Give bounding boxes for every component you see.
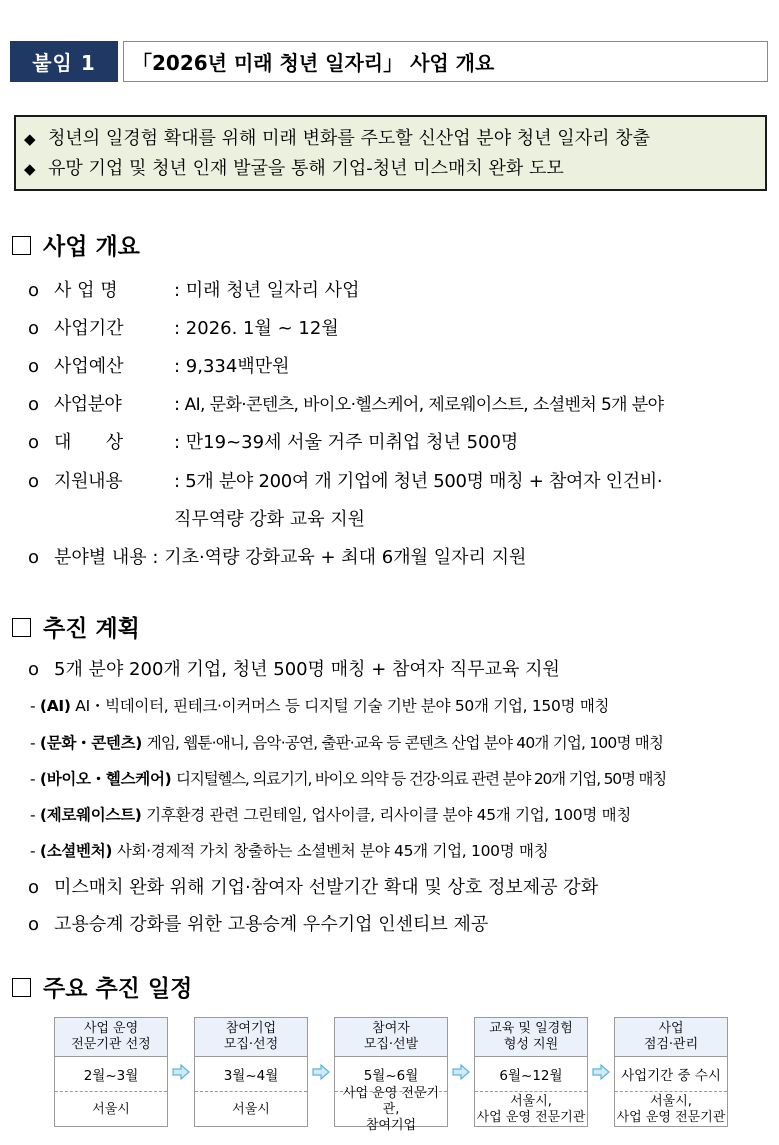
summary-line: ◆ 유망 기업 및 청년 인재 발굴을 통해 기업-청년 미스매치 완화 도모 [24, 154, 765, 184]
schedule-step: 사업 점검·관리 사업기간 중 수시 서울시, 사업 운영 전문기관 [614, 1017, 728, 1127]
plan-subitem: - (소셜벤처) 사회·경제적 가치 창출하는 소셜벤처 분야 45개 기업, 100명 매칭 [30, 842, 549, 860]
summary-box [14, 115, 767, 191]
summary-line: ◆ 청년의 일경험 확대를 위해 미래 변화를 주도할 신산업 분야 청년 일자리 창출 [24, 124, 765, 154]
document-header [10, 41, 770, 82]
overview-row: o 지원내용 : 5개 분야 200여 개 기업에 청년 500명 매칭 + 참여자 인건비· [28, 471, 663, 492]
overview-row: o 사 업 명 : 미래 청년 일자리 사업 [28, 280, 360, 301]
schedule-step: 참여자 모집·선발 5월~6월 사업 운영 전문기관, 참여기업 [334, 1017, 448, 1127]
plan-item: o 고용승계 강화를 위한 고용승계 우수기업 인센티브 제공 [28, 914, 489, 935]
plan-item: o 5개 분야 200개 기업, 청년 500명 매칭 + 참여자 직무교육 지원 [28, 659, 560, 680]
right-arrow-icon [172, 1064, 190, 1080]
square-box-icon [12, 978, 31, 997]
section-heading: 추진 계획 [12, 610, 140, 643]
plan-subitem: - (제로웨이스트) 기후환경 관련 그린테일, 업사이클, 리사이클 분야 45개 기업, 100명 매칭 [30, 806, 632, 824]
schedule-step: 사업 운영 전문기관 선정 2월~3월 서울시 [54, 1017, 168, 1127]
page-title: 「2026년 미래 청년 일자리」 사업 개요 [123, 41, 768, 82]
overview-row-continuation: 직무역량 강화 교육 지원 [174, 509, 366, 530]
right-arrow-icon [452, 1064, 470, 1080]
square-box-icon [12, 618, 31, 637]
plan-item: o 미스매치 완화 위해 기업·참여자 선발기간 확대 및 상호 정보제공 강화 [28, 877, 599, 898]
overview-row: o 사업기간 : 2026. 1월 ~ 12월 [28, 318, 339, 339]
diamond-icon: ◆ [24, 160, 36, 178]
overview-row: o 사업분야 : AI, 문화·콘텐츠, 바이오·헬스케어, 제로웨이스트, 소셜벤처 5개 분야 [28, 394, 664, 415]
schedule-flow [54, 1017, 734, 1133]
schedule-step: 교육 및 일경험 형성 지원 6월~12월 서울시, 사업 운영 전문기관 [474, 1017, 588, 1127]
overview-row: o 분야별 내용 : 기초·역량 강화교육 + 최대 6개월 일자리 지원 [28, 547, 527, 568]
diamond-icon: ◆ [24, 130, 36, 148]
attachment-badge: 붙임 1 [10, 41, 118, 82]
section-heading: 주요 추진 일정 [12, 970, 192, 1003]
right-arrow-icon [312, 1064, 330, 1080]
overview-row: o 대 상 : 만19~39세 서울 거주 미취업 청년 500명 [28, 432, 519, 453]
schedule-step: 참여기업 모집·선정 3월~4월 서울시 [194, 1017, 308, 1127]
section-heading: 사업 개요 [12, 228, 140, 261]
plan-subitem: - (문화・콘텐츠) 게임, 웹툰·애니, 음악·공연, 출판·교육 등 콘텐츠 산업 분야 40개 기업, 100명 매칭 [30, 734, 664, 752]
right-arrow-icon [592, 1064, 610, 1080]
plan-subitem: - (AI) AI・빅데이터, 핀테크·이커머스 등 디지털 기술 기반 분야 50개 기업, 150명 매칭 [30, 697, 610, 715]
plan-subitem: - (바이오・헬스케어) 디지털헬스, 의료기기, 바이오 의약 등 건강·의료 관련 분야 20개 기업, 50명 매칭 [30, 770, 667, 788]
square-box-icon [12, 236, 31, 255]
overview-row: o 사업예산 : 9,334백만원 [28, 356, 290, 377]
